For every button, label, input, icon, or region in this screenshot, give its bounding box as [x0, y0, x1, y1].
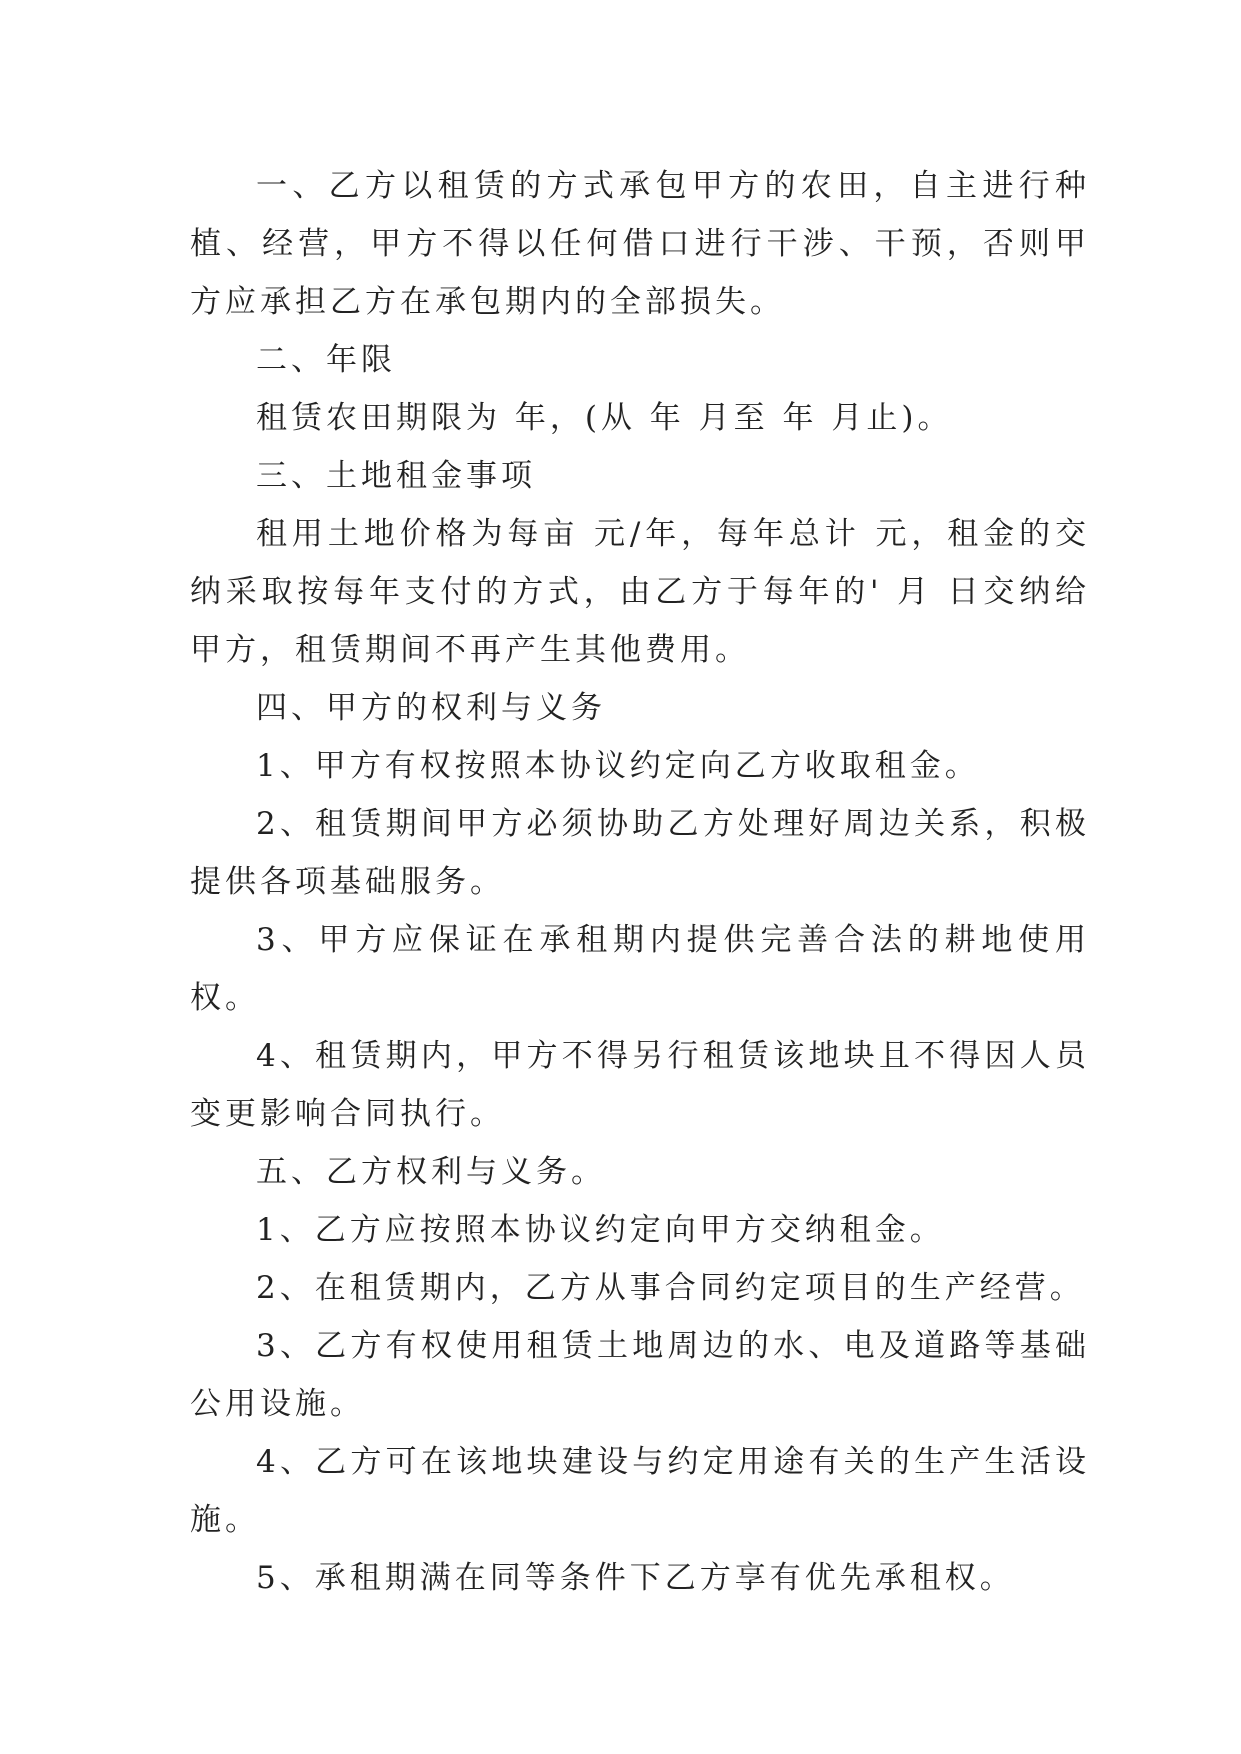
clause-item: 1、乙方应按照本协议约定向甲方交纳租金。: [256, 1212, 945, 1248]
clause-paragraph: 一、乙方以租赁的方式承包甲方的农田，自主进行种植、经营，甲方不得以任何借口进行干涉、干预，否则甲方应承担乙方在承包期内的全部损失。: [190, 168, 1090, 320]
clause-item: 2、租赁期间甲方必须协助乙方处理好周边关系，积极提供各项基础服务。: [190, 806, 1090, 900]
section-heading: 四、甲方的权利与义务: [256, 690, 606, 726]
section-heading: 五、乙方权利与义务。: [256, 1154, 606, 1190]
clause-item: 5、承租期满在同等条件下乙方享有优先承租权。: [256, 1560, 1015, 1596]
clause-item: 4、乙方可在该地块建设与约定用途有关的生产生活设施。: [190, 1444, 1090, 1538]
clause-paragraph: 租用土地价格为每亩 元/年，每年总计 元，租金的交纳采取按每年支付的方式，由乙方于每年的' 月 日交纳给甲方，租赁期间不再产生其他费用。: [190, 516, 1090, 668]
clause-item: 4、租赁期内，甲方不得另行租赁该地块且不得因人员变更影响合同执行。: [190, 1038, 1090, 1132]
clause-item: 3、甲方应保证在承租期内提供完善合法的耕地使用权。: [190, 922, 1090, 1016]
clause-item: 1、甲方有权按照本协议约定向乙方收取租金。: [256, 748, 980, 784]
document-body: [190, 157, 1090, 1607]
clause-paragraph: 租赁农田期限为 年，(从 年 月至 年 月止)。: [256, 400, 953, 436]
section-heading: 二、年限: [256, 342, 396, 378]
clause-item: 2、在租赁期内，乙方从事合同约定项目的生产经营。: [256, 1270, 1085, 1306]
clause-item: 3、乙方有权使用租赁土地周边的水、电及道路等基础公用设施。: [190, 1328, 1090, 1422]
section-heading: 三、土地租金事项: [256, 458, 536, 494]
